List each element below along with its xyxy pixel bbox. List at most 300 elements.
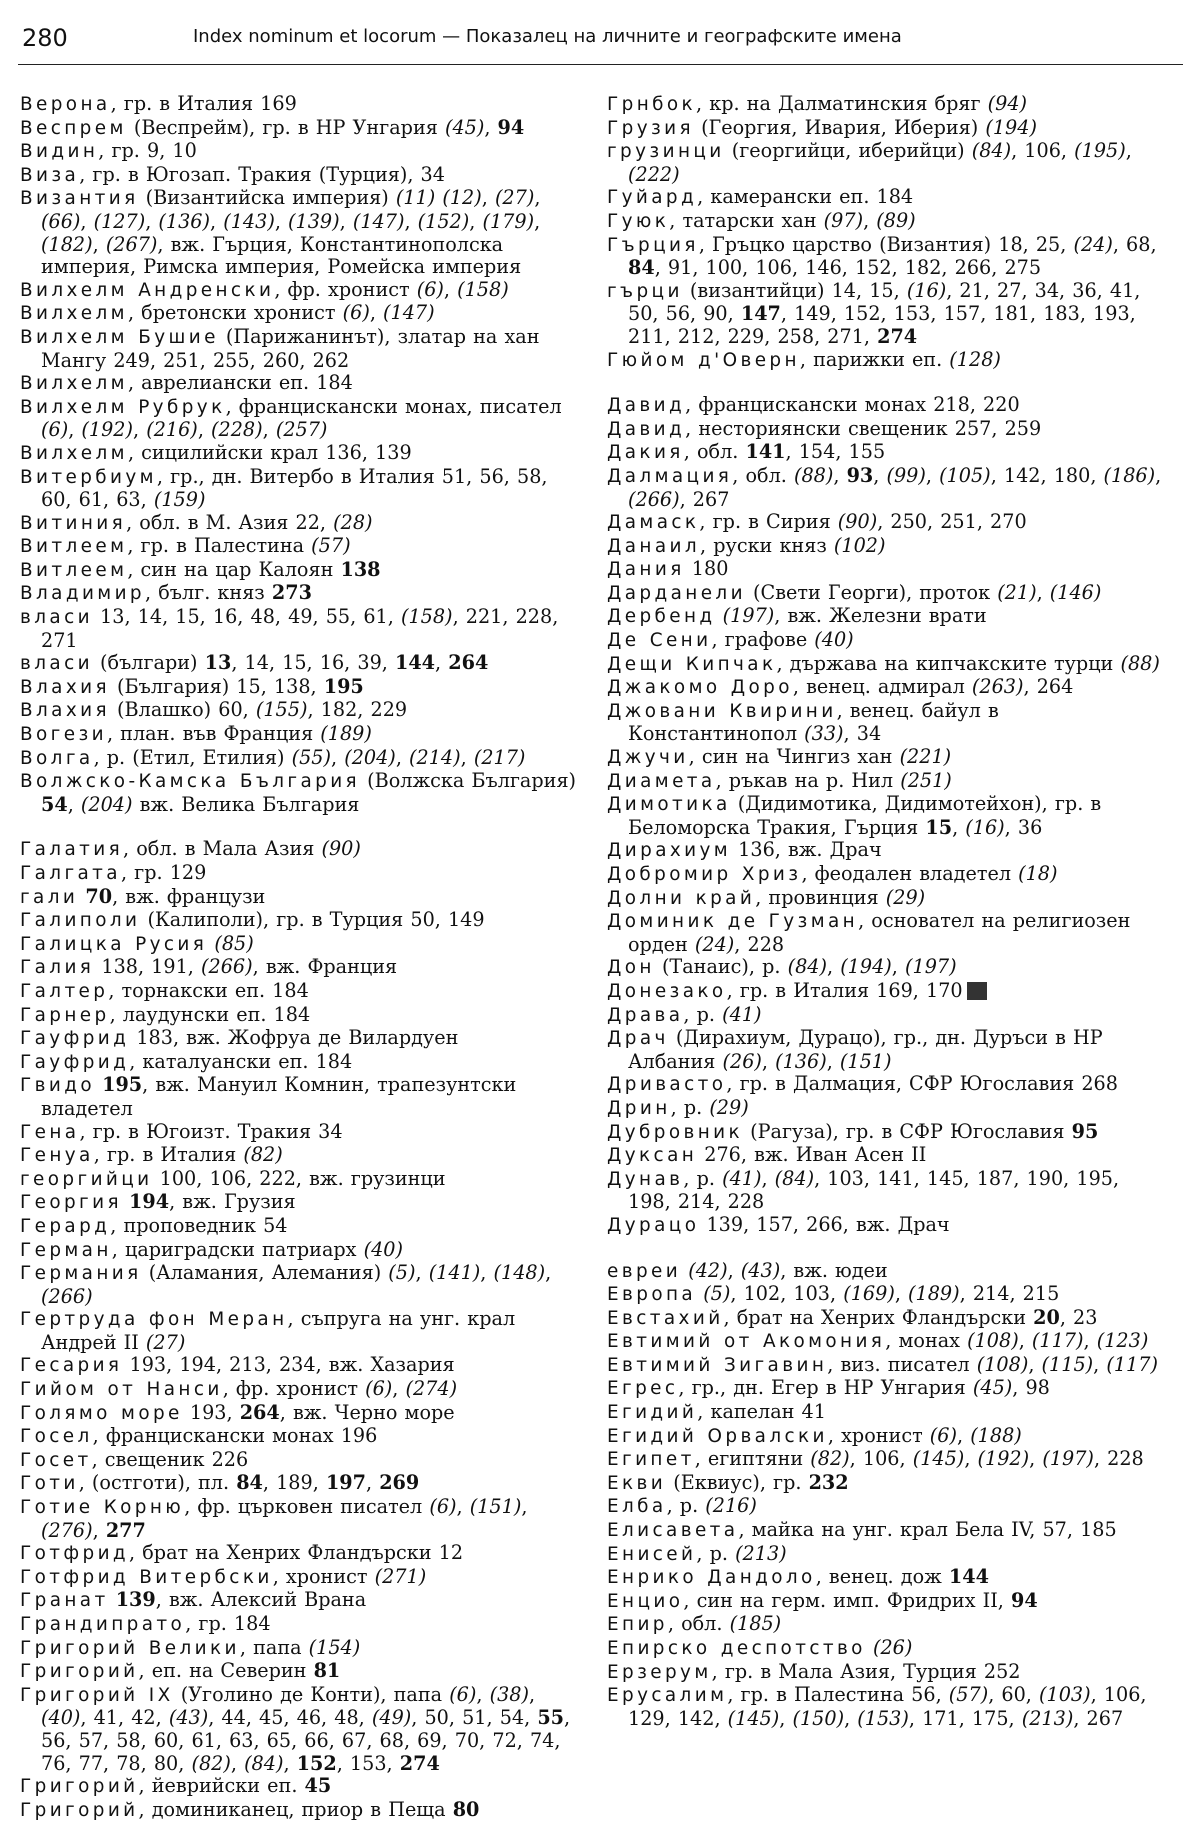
- index-entry-text: ,: [1155, 463, 1169, 487]
- page-ref-bold: 80: [452, 1797, 480, 1821]
- index-headword: Грнбок: [607, 94, 697, 115]
- page-ref-italic: (159): [153, 488, 206, 512]
- page-ref-bold: 94: [497, 115, 525, 139]
- page-ref-italic: (16): [965, 815, 1005, 839]
- index-headword: Евстахий: [607, 1307, 724, 1329]
- index-headword: Григорий: [20, 1799, 139, 1821]
- page-ref-bold: 13: [204, 651, 232, 675]
- index-entry-text: , монах: [885, 1329, 968, 1353]
- index-entry-text: ,: [92, 232, 106, 256]
- index-entry-text: , 106, 129, 142,: [628, 1683, 1154, 1730]
- index-headword: грузинци: [607, 141, 725, 163]
- page-ref-bold: 195: [102, 1073, 143, 1097]
- index-entry-text: , р.: [683, 1166, 723, 1190]
- index-entry-text: ,: [262, 418, 276, 442]
- index-entry: [20, 1354, 577, 1378]
- page-ref-bold: 45: [304, 1774, 332, 1798]
- index-entry-text: ,: [392, 1377, 406, 1401]
- page-ref-bold: 15: [925, 815, 953, 839]
- page-ref-italic: (192): [81, 418, 133, 442]
- index-headword: Грандипрато: [20, 1614, 186, 1635]
- index-entry-text: , вж. французи: [112, 884, 266, 908]
- index-entry-text: 180: [684, 557, 729, 581]
- page-ref-italic: (195): [1074, 139, 1126, 163]
- index-headword: Голямо море: [20, 1402, 183, 1424]
- index-headword: Ерзерум: [607, 1661, 712, 1683]
- index-entry-text: ,: [404, 209, 418, 233]
- index-entry-text: , гр., дн. Витербо в Италия 51, 56, 58, 60, 61, 63,: [41, 464, 555, 512]
- index-entry-text: ,: [435, 651, 449, 675]
- index-entry-text: ,: [460, 745, 474, 769]
- index-entry: [607, 1637, 1167, 1661]
- index-entry-text: , 154, 155: [785, 440, 886, 464]
- index-headword: гърци: [607, 280, 683, 302]
- index-entry: [607, 887, 1167, 911]
- index-entry-text: вж. Велика България: [132, 792, 360, 816]
- index-entry-text: , гр. в Югоизт. Тракия 34: [79, 1119, 343, 1143]
- index-headword: Дубровник: [607, 1121, 744, 1143]
- index-entry-text: , францискански монах 196: [92, 1424, 378, 1448]
- index-entry-text: , гр. в Палестина 56,: [727, 1683, 949, 1707]
- index-entry-text: , гр. в Сирия: [699, 510, 838, 534]
- index-headword: Волжско-Камска България: [20, 771, 361, 793]
- page-ref-bold: 55: [537, 1706, 565, 1730]
- index-entry: [20, 747, 577, 771]
- index-headword: Григорий IX: [20, 1684, 174, 1706]
- page-ref-italic: (82): [243, 1143, 283, 1167]
- page-ref-italic: (158): [400, 605, 453, 629]
- index-headword: Дарданели: [607, 582, 746, 604]
- index-entry-text: (Рагуза), гр. в СФР Югославия: [743, 1119, 1072, 1143]
- index-entry: [20, 652, 577, 676]
- page-ref-bold: 264: [239, 1400, 280, 1424]
- page-ref-italic: (186): [1103, 463, 1156, 487]
- page-ref-italic: (189): [320, 722, 372, 746]
- index-entry-text: , вж. Алексий Врана: [155, 1588, 367, 1612]
- index-entry-text: 193, 194, 213, 234, вж. Хазария: [122, 1353, 455, 1377]
- page-ref-italic: (12): [442, 186, 482, 210]
- page-ref-italic: (108): [967, 1329, 1019, 1353]
- index-entry-text: , 267: [1073, 1706, 1124, 1730]
- index-entry: [20, 1051, 577, 1075]
- index-entry: [607, 1684, 1167, 1730]
- index-headword: Вилхелм Андренски: [20, 279, 275, 301]
- page-ref-italic: (28): [333, 510, 373, 534]
- index-entry-text: , 153,: [336, 1751, 400, 1775]
- index-entry-text: 276, вж. Иван Асен II: [697, 1143, 927, 1167]
- index-headword: Византия: [20, 188, 139, 210]
- page-ref-italic: (192): [977, 1447, 1030, 1471]
- index-entry-text: , египтяни: [694, 1447, 811, 1471]
- index-entry-text: ,: [1083, 1329, 1097, 1353]
- index-entry-text: , каталуански еп. 184: [129, 1049, 353, 1073]
- index-entry-text: ,: [826, 1049, 840, 1073]
- index-entry: [20, 279, 577, 303]
- index-headword: Витиния: [20, 512, 127, 534]
- page-ref-italic: (105): [939, 463, 991, 487]
- index-entry: [607, 746, 1167, 770]
- index-headword: Госет: [20, 1449, 92, 1471]
- page-ref-italic: (146): [1049, 580, 1102, 604]
- index-entry-text: , вж. Грузия: [169, 1190, 296, 1214]
- index-entry: [607, 234, 1167, 280]
- page-ref-italic: (90): [837, 510, 878, 534]
- index-entry-text: , р.: [666, 1494, 706, 1518]
- page-ref-italic: (197): [1042, 1447, 1094, 1471]
- index-headword: Епир: [607, 1614, 668, 1636]
- index-entry-text: , 171, 175,: [908, 1706, 1022, 1730]
- page-ref-bold: 274: [877, 324, 918, 348]
- index-entry: [607, 1330, 1167, 1354]
- index-entry: [20, 1449, 577, 1473]
- index-entry: [607, 700, 1167, 746]
- page-ref-italic: (152): [417, 209, 470, 233]
- page-ref-italic: (33): [804, 722, 844, 746]
- index-entry-text: (Танаис), р.: [654, 955, 788, 979]
- index-entry-text: , държава на кипчакските турци: [776, 651, 1121, 675]
- index-entry-text: ,: [528, 1682, 543, 1706]
- index-entry-text: , майка на унг. крал Бела IV, 57, 185: [738, 1518, 1117, 1542]
- page-ref-italic: (84): [244, 1751, 284, 1775]
- index-entry-text: , план. във Франция: [106, 722, 321, 746]
- index-headword: Дещи Кипчак: [607, 653, 777, 675]
- index-entry-text: , лаудунски еп. 184: [109, 1002, 311, 1026]
- page-ref-italic: (55): [291, 745, 331, 769]
- index-headword: Гранат: [20, 1590, 109, 1612]
- index-entry: [20, 886, 577, 910]
- index-entry-text: ,: [894, 1282, 909, 1306]
- index-entry: [20, 1660, 577, 1684]
- index-entry-text: , аврелиански еп. 184: [127, 371, 353, 395]
- page-ref-italic: (145): [727, 1706, 780, 1730]
- index-entry: [20, 117, 577, 141]
- index-entry: [607, 793, 1167, 839]
- index-headword: Витлеем: [20, 559, 128, 581]
- index-headword: Дания: [607, 559, 685, 581]
- index-entry-text: , гр. в Югозап. Тракия (Турция), 34: [79, 162, 445, 186]
- index-entry-text: , р.: [683, 1002, 723, 1026]
- page-ref-italic: (257): [275, 418, 328, 442]
- page-ref-italic: (117): [1031, 1329, 1084, 1353]
- index-entry-text: , 214, 215: [959, 1282, 1060, 1306]
- page-ref-italic: (154): [308, 1635, 361, 1659]
- page-ref-italic: (5): [703, 1282, 731, 1306]
- page-ref-italic: (26): [872, 1636, 913, 1659]
- page-ref-bold: 84: [628, 256, 655, 280]
- index-entry: [20, 956, 577, 980]
- page-ref-italic: (155): [255, 698, 308, 722]
- index-entry-text: , 221, 228, 271: [41, 605, 566, 652]
- index-entry-text: (Византийска империя): [138, 186, 396, 210]
- index-entry: [607, 1307, 1167, 1331]
- page-ref-bold: 54: [41, 792, 68, 816]
- index-entry: [607, 210, 1167, 234]
- index-headword: Гуюк: [607, 210, 670, 232]
- page-ref-italic: (26): [722, 1049, 762, 1073]
- index-entry-text: , хронист: [827, 1423, 930, 1447]
- index-entry: [607, 535, 1167, 559]
- running-title: Index nominum et locorum — Показалец на личните и географските имена: [193, 26, 902, 47]
- index-headword: Данаил: [607, 535, 701, 557]
- index-headword: Енисей: [607, 1543, 697, 1565]
- index-entry-text: , 149, 152, 153, 157, 181, 183, 193, 211, 212, 229, 258, 271,: [628, 302, 1143, 348]
- page-ref-bold: 232: [808, 1470, 849, 1494]
- page-ref-bold: 93: [846, 463, 874, 487]
- index-entry: [20, 1215, 577, 1239]
- page-ref-italic: (194): [985, 115, 1037, 139]
- index-headword: Влахия: [20, 676, 110, 698]
- index-headword: Давид: [607, 395, 686, 417]
- page-ref-italic: (85): [214, 931, 254, 955]
- index-entry: [20, 676, 577, 700]
- index-headword: Гена: [20, 1121, 80, 1143]
- index-entry-text: ,: [956, 1423, 971, 1447]
- page-ref-italic: (214): [409, 745, 461, 769]
- index-entry: [607, 418, 1167, 442]
- index-entry: [20, 1684, 577, 1775]
- index-headword: Гийом от Нанси: [20, 1379, 223, 1401]
- index-headword: Дрин: [607, 1097, 671, 1119]
- index-entry-text: , 41, 42,: [80, 1706, 169, 1730]
- page-ref-italic: (29): [709, 1095, 749, 1119]
- index-headword: Дурацо: [607, 1214, 700, 1236]
- page-ref-italic: (141): [428, 1261, 481, 1285]
- index-entry-text: , 34: [843, 722, 882, 746]
- page-ref-italic: (271): [374, 1564, 427, 1588]
- index-entry-text: , обл. в М. Азия 22,: [126, 510, 334, 534]
- index-entry: [607, 1168, 1167, 1214]
- index-headword: Дербенд: [607, 606, 716, 628]
- index-entry: [20, 1004, 577, 1028]
- page-ref-italic: (27): [494, 186, 535, 210]
- index-entry-text: , гр. 129: [120, 861, 207, 884]
- index-headword: Видин: [20, 141, 99, 163]
- index-entry-text: , вж. юдеи: [780, 1258, 888, 1282]
- index-entry-text: , обл.: [732, 463, 794, 487]
- index-headword: Ерусалим: [607, 1685, 728, 1707]
- page-ref-bold: 20: [1033, 1305, 1060, 1329]
- page-ref-italic: (145): [912, 1447, 965, 1471]
- index-entry: [20, 93, 577, 117]
- page-ref-italic: (117): [1106, 1352, 1158, 1376]
- page-ref-italic: (213): [735, 1541, 787, 1565]
- index-headword: Гуйард: [607, 187, 698, 209]
- index-entry-text: , 23: [1059, 1305, 1098, 1329]
- page-ref-italic: (29): [885, 885, 926, 909]
- index-entry-text: , венец. дож: [815, 1565, 949, 1589]
- index-entry: [607, 117, 1167, 141]
- index-entry: [607, 1472, 1167, 1496]
- index-entry-text: ,: [395, 745, 410, 769]
- index-entry-text: , 189,: [262, 1471, 326, 1495]
- index-entry: [607, 1354, 1167, 1378]
- index-entry-text: ,: [481, 186, 495, 210]
- index-entry-text: , кр. на Далматинския бряг: [696, 92, 988, 115]
- index-entry: [20, 396, 577, 442]
- index-headword: Вилхелм Рубрук: [20, 396, 226, 418]
- library-stamp-icon: [967, 982, 987, 1000]
- page-ref-italic: (216): [705, 1494, 757, 1518]
- page-ref-bold: 197: [325, 1471, 366, 1495]
- index-entry: [20, 769, 584, 816]
- index-entry-text: , свещеник 226: [91, 1447, 249, 1471]
- page-ref-bold: 264: [448, 651, 489, 675]
- index-headword: Вилхелм: [20, 373, 128, 395]
- index-entry: [607, 1073, 1167, 1097]
- page-ref-italic: (128): [949, 347, 1001, 371]
- index-headword: Драва: [607, 1004, 684, 1026]
- index-entry-text: , доминиканец, приор в Пеща: [138, 1797, 453, 1821]
- index-entry-text: , еп. на Северин: [138, 1659, 314, 1683]
- page-ref-italic: (49): [371, 1706, 412, 1730]
- index-entry-text: , 91, 100, 106, 146, 152, 182, 266, 275: [654, 256, 1042, 280]
- index-column-left: [20, 92, 584, 1822]
- index-headword: Галтер: [20, 980, 109, 1002]
- index-entry: [20, 1121, 577, 1145]
- index-entry-text: , гр. в Италия: [93, 1143, 244, 1167]
- index-entry-text: , камерански еп. 184: [697, 185, 914, 209]
- index-entry-text: ,: [67, 792, 81, 816]
- page-ref-italic: (194): [840, 955, 892, 979]
- page-ref-italic: (102): [833, 533, 886, 557]
- index-entry-text: , гр. в Далмация, СФР Югославия 268: [726, 1072, 1118, 1096]
- page-ref-italic: (217): [473, 745, 526, 769]
- index-entry-text: , р.: [670, 1095, 710, 1119]
- index-entry-text: (Уголино де Конти), папа: [173, 1682, 450, 1706]
- page-ref-italic: (228): [211, 418, 263, 442]
- index-entry: [607, 349, 1167, 373]
- index-entry: [607, 980, 1167, 1004]
- index-entry-text: , 106,: [849, 1447, 913, 1471]
- index-headword: евреи: [607, 1260, 682, 1282]
- index-entry-text: , графове: [711, 628, 815, 652]
- index-entry: [20, 838, 577, 862]
- index-entry: [607, 140, 1167, 186]
- index-entry-text: , 98: [1012, 1376, 1050, 1400]
- index-entry: [20, 466, 577, 512]
- page-ref-italic: (21): [997, 580, 1037, 604]
- index-headword: Галиполи: [20, 910, 141, 932]
- page-ref-italic: (42): [688, 1258, 728, 1282]
- index-headword: Евтимий от Акомония: [607, 1331, 886, 1353]
- index-headword: Готфрид: [20, 1543, 130, 1565]
- index-entry-text: , провинция: [755, 885, 886, 909]
- page-ref-italic: (88): [1120, 651, 1160, 675]
- index-entry: [607, 1144, 1167, 1168]
- index-entry: [20, 326, 577, 372]
- index-column-right: [607, 93, 1167, 1730]
- page-ref-italic: (148): [493, 1261, 546, 1285]
- index-entry-text: , син на цар Калоян: [127, 557, 341, 581]
- page-ref-italic: (158): [457, 277, 509, 301]
- index-headword: Дирахиум: [607, 840, 732, 862]
- index-entry-text: ,: [863, 208, 877, 232]
- index-headword: Драч: [607, 1028, 669, 1050]
- index-entry: [20, 535, 577, 559]
- index-entry-text: , гр. 184: [185, 1612, 271, 1635]
- index-entry: [20, 1191, 577, 1215]
- page-ref-italic: (266): [201, 955, 253, 979]
- index-entry: [20, 1637, 577, 1661]
- index-entry-text: , 44, 45, 46, 48,: [208, 1706, 372, 1730]
- index-entry-text: ,: [331, 745, 345, 769]
- index-headword: георгийци: [20, 1168, 153, 1190]
- index-headword: Дамаск: [607, 512, 700, 534]
- index-headword: Добромир Хриз: [607, 864, 802, 885]
- index-headword: Дон: [607, 957, 655, 979]
- page-ref-italic: (16): [906, 278, 947, 302]
- page-ref-italic: (182): [41, 232, 93, 256]
- index-entry-text: ,: [761, 1166, 775, 1190]
- index-entry-text: , хронист: [272, 1564, 375, 1588]
- page-ref-bold: 194: [129, 1190, 170, 1214]
- index-entry-text: ,: [339, 209, 353, 233]
- page-number: 280: [22, 24, 68, 52]
- index-entry: [607, 186, 1167, 210]
- index-entry-text: , 103, 141, 145, 187, 190, 195, 198, 214, 228: [628, 1166, 1127, 1214]
- index-entry: [20, 372, 577, 396]
- index-headword: Егрес: [607, 1378, 679, 1400]
- index-entry-text: , 36: [1004, 815, 1043, 839]
- page-ref-italic: (115): [1041, 1352, 1094, 1376]
- index-headword: Вилхелм: [20, 442, 128, 464]
- index-entry-text: , брат на Хенрих Фландърски: [723, 1305, 1034, 1329]
- page-ref-bold: 138: [340, 557, 381, 581]
- page-ref-italic: (24): [694, 932, 735, 956]
- index-entry-text: , руски княз: [700, 533, 834, 557]
- page-ref-italic: (127): [93, 209, 146, 233]
- page-ref-italic: (41): [722, 1002, 762, 1026]
- index-entry-text: [716, 604, 723, 627]
- index-entry: [607, 1260, 1167, 1284]
- page-ref-italic: (84): [971, 139, 1012, 163]
- index-entry: [20, 1074, 577, 1120]
- index-headword: Волга: [20, 747, 94, 769]
- index-entry: [20, 302, 577, 326]
- index-entry-text: , ръкав на р. Нил: [715, 768, 901, 792]
- index-entry: [607, 1401, 1167, 1425]
- page-ref-italic: (84): [787, 955, 827, 979]
- page-ref-italic: (136): [158, 209, 211, 233]
- index-headword: Герард: [20, 1215, 111, 1237]
- index-entry-text: , вж. Черно море: [279, 1400, 455, 1424]
- index-entry-text: (Дирахиум, Дурацо), гр., дн. Дуръси в НР Албания: [628, 1026, 1110, 1073]
- index-headword: Екви: [607, 1472, 667, 1494]
- index-entry-text: ,: [891, 955, 905, 979]
- index-entry-text: (византийци) 14, 15,: [682, 278, 907, 302]
- index-entry: [607, 653, 1167, 677]
- page-ref-italic: (266): [628, 487, 680, 511]
- index-entry: [607, 511, 1167, 535]
- index-entry: [20, 1542, 577, 1566]
- index-entry-text: 100, 106, 222, вж. грузинци: [152, 1166, 446, 1190]
- page-ref-italic: (213): [1021, 1706, 1074, 1730]
- index-entry: [607, 770, 1167, 794]
- index-entry-text: (Еквиус), гр.: [666, 1470, 809, 1494]
- index-entry-text: 13, 14, 15, 16, 48, 49, 55, 61,: [92, 605, 401, 629]
- index-entry-text: ,: [545, 1261, 559, 1285]
- index-entry-text: ,: [1093, 1352, 1107, 1376]
- index-entry: [20, 140, 577, 164]
- index-headword: Гюйом д'Оверн: [607, 349, 800, 371]
- index-entry-text: ,: [521, 1495, 535, 1519]
- index-headword: Дуксан: [607, 1145, 698, 1167]
- index-entry: [20, 1144, 577, 1168]
- page-ref-bold: 141: [745, 440, 786, 464]
- index-entry: [607, 605, 1167, 629]
- page-ref-italic: (18): [1018, 862, 1058, 885]
- index-entry-text: ,: [369, 301, 384, 325]
